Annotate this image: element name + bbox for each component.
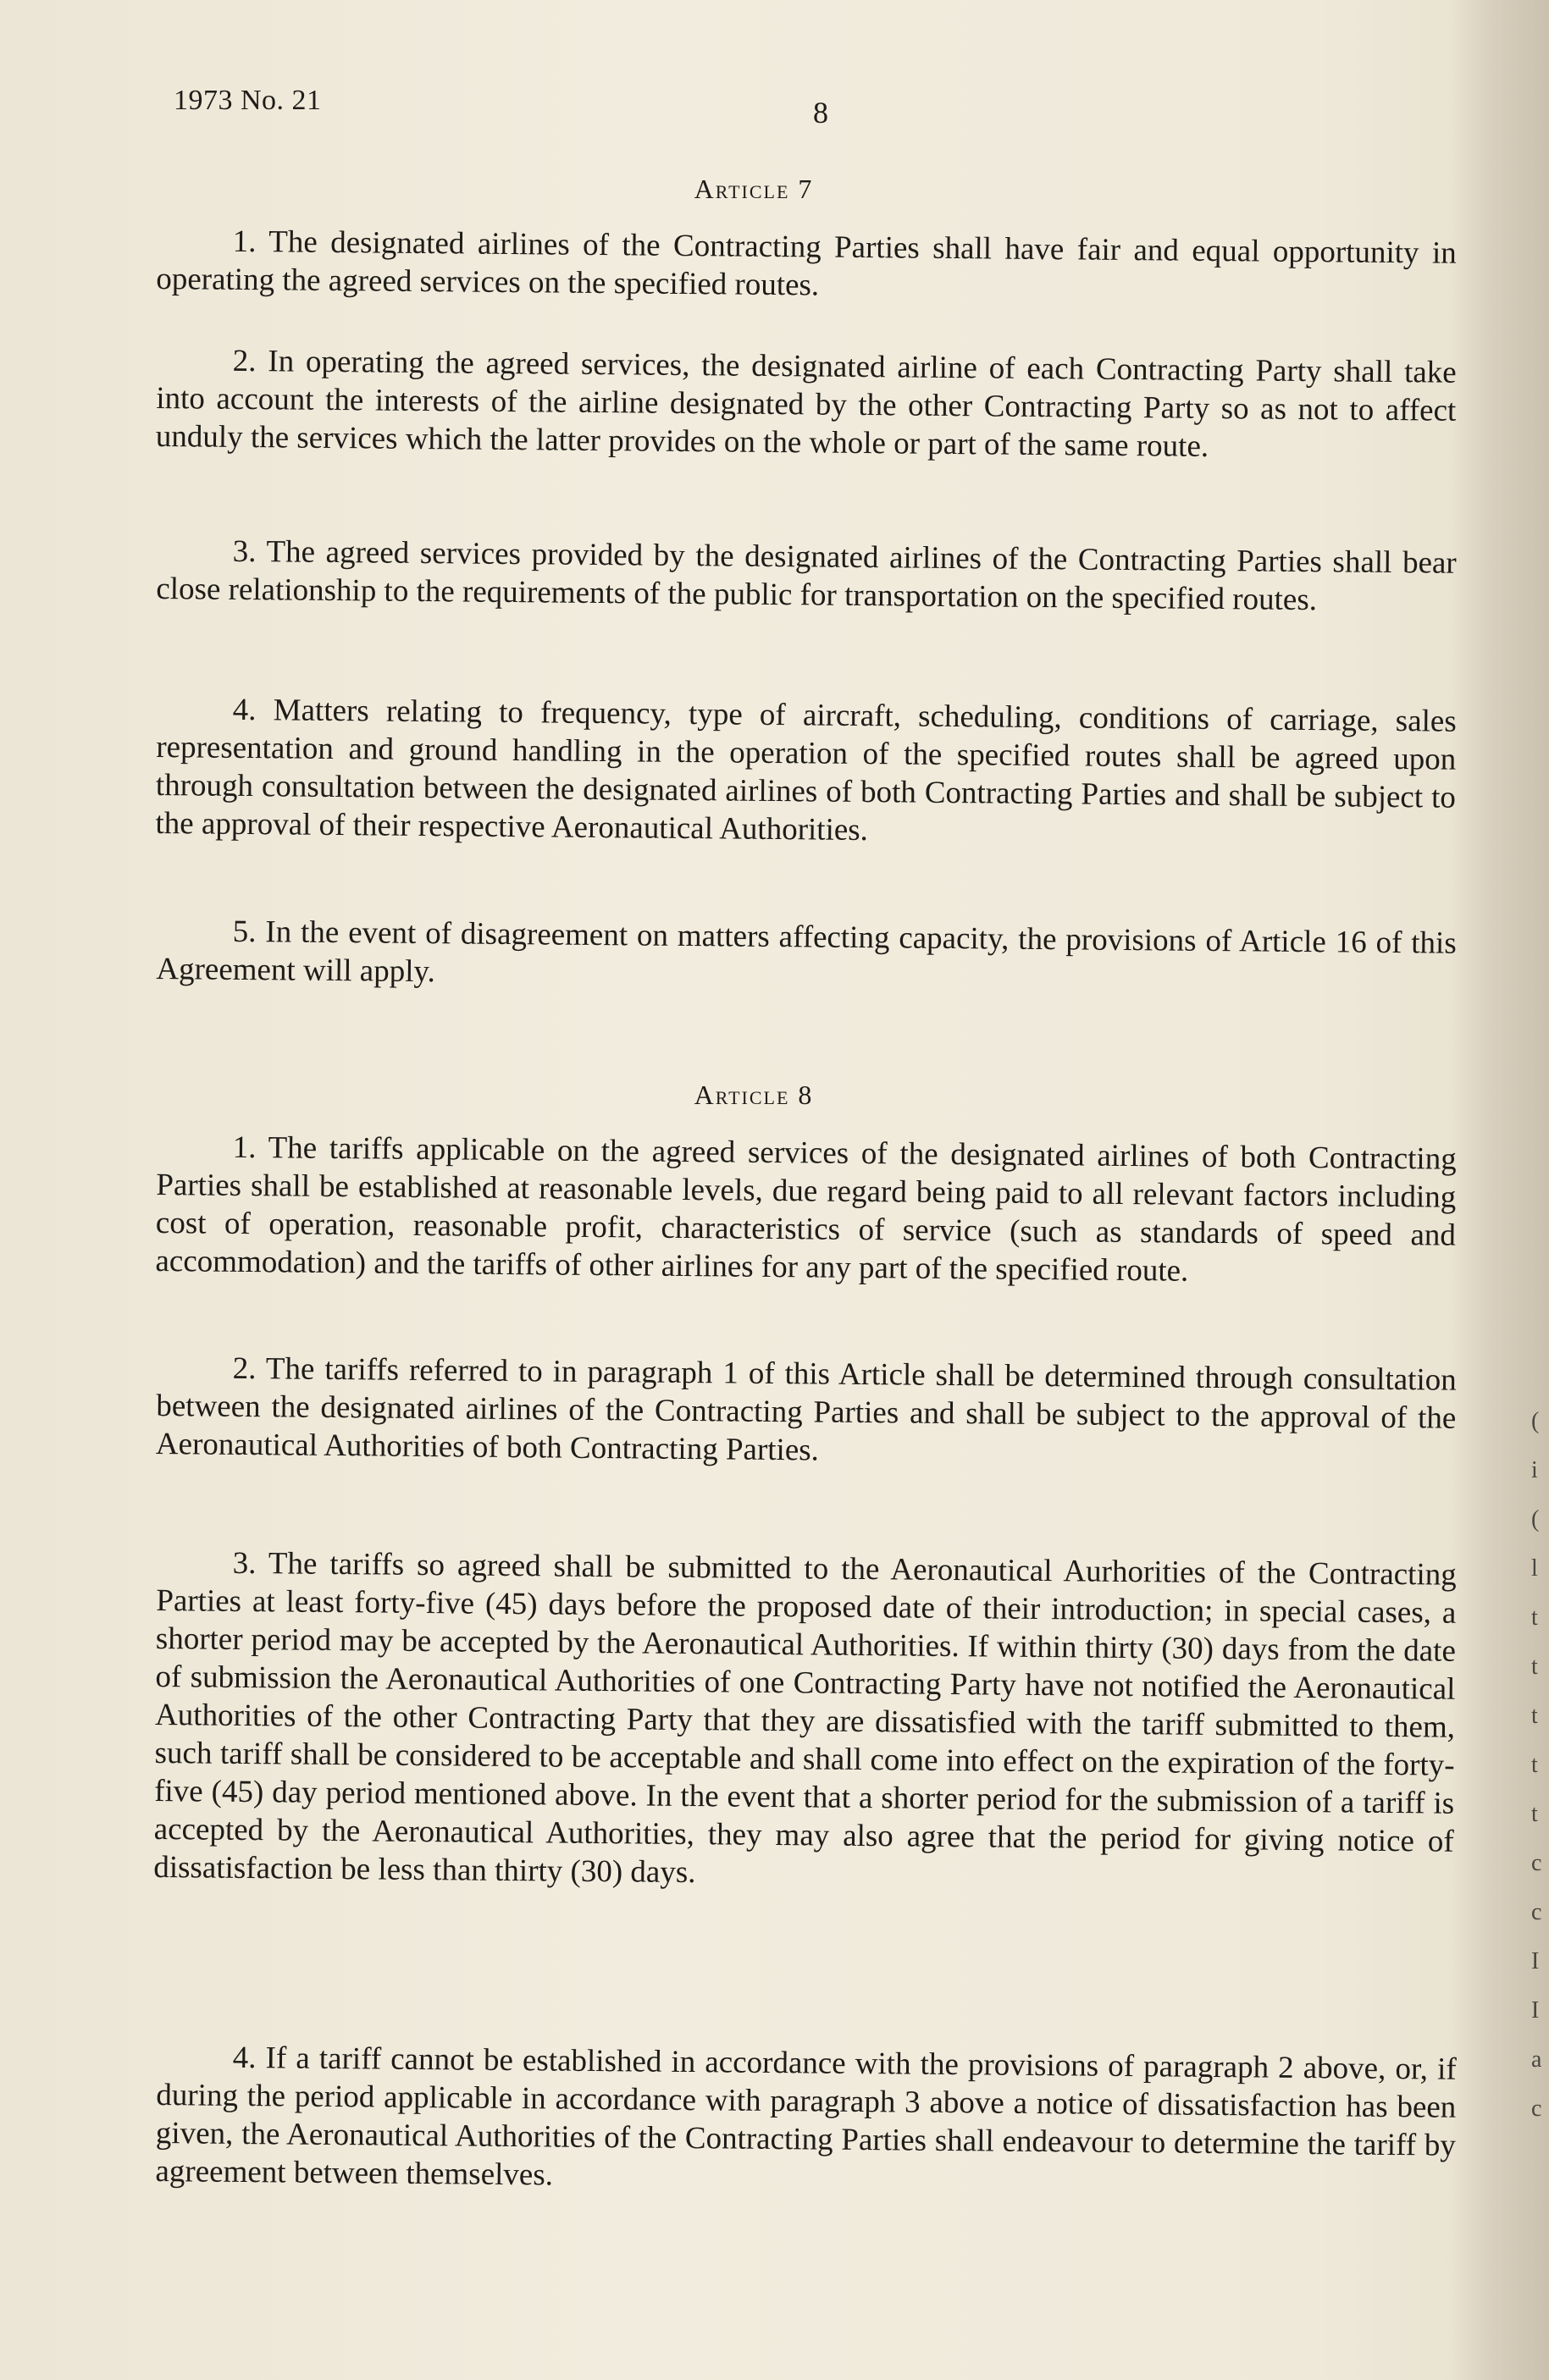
article-paragraph: 2. The tariffs referred to in paragraph 1 of this Article shall be determined through consultation between the designated airlines of the Contracting Parties and shall be subject to the approval of the Aeronautical Authorities of both Contracting Parties.	[155, 1350, 1457, 1468]
page-header	[174, 85, 1342, 135]
gutter-glyph: c	[1531, 1899, 1542, 1925]
gutter-glyph: l	[1531, 1555, 1538, 1582]
gutter-glyph: c	[1531, 2096, 1542, 2122]
series-number: 1973 No. 21	[174, 85, 322, 116]
article-paragraph: 4. If a tariff cannot be established in accordance with the provisions of paragraph 2 above, or, if during the period applicable in accordance with paragraph 3 above a notice of dissatisfaction has been given, the Aeronautical Authorities of the Contracting Parties shall endeavour to determine the tariff by agreement between themselves.	[155, 2040, 1457, 2193]
gutter-glyph: t	[1531, 1703, 1538, 1729]
article-heading: Article 7	[694, 174, 814, 204]
article-paragraph: 3. The agreed services provided by the designated airlines of the Contracting Parties shall bear close relationship to the requirements of the public for transportation on the specified routes.	[156, 533, 1457, 618]
gutter-glyph: (	[1531, 1408, 1540, 1434]
article-heading: Article 8	[694, 1080, 814, 1110]
article-paragraph: 1. The tariffs applicable on the agreed services of the designated airlines of both Contracting Parties shall be established at reasonable levels, due regard being paid to all relevant factors including cost of operation, reasonable profit, characteristics of service (such as standards of speed and accommodation) and the tariffs of other airlines for any part of the specified route.	[155, 1129, 1457, 1289]
page-number: 8	[813, 96, 828, 130]
gutter-glyph: t	[1531, 1752, 1538, 1778]
gutter-glyph: t	[1531, 1654, 1538, 1680]
gutter-glyph: a	[1531, 2046, 1542, 2073]
article-paragraph: 2. In operating the agreed services, the designated airline of each Contracting Party shall take into account the interests of the airline designated by the other Contracting Party so as not to affect unduly the services which the latter provides on the whole or part of the same route.	[155, 343, 1457, 464]
gutter-glyph: t	[1531, 1801, 1538, 1827]
gutter-glyph: I	[1531, 1948, 1540, 1974]
facing-page-text-fragments	[1531, 1397, 1548, 2134]
gutter-glyph: t	[1531, 1604, 1538, 1631]
article-paragraph: 3. The tariffs so agreed shall be submitted to the Aeronautical Aurhorities of the Contracting Parties at least forty-five (45) days before the proposed date of their introduction; in special cases, a shorter period may be accepted by the Aeronautical Authorities. If within thirty (30) days from the date of submission the Aeronautical Authorities of one Contracting Party have not notified the Aeronautical Authorities of the other Contracting Party that they are dissatisfied with the tariff submitted to them, such tariff shall be considered to be acceptable and shall come into effect on the expiration of the forty-five (45) day period mentioned above. In the event that a shorter period for the submission of a tariff is accepted by the Aeronautical Authorities, they may also agree that the period for giving notice of dissatisfaction be less than thirty (30) days.	[153, 1545, 1457, 1891]
article-paragraph: 4. Matters relating to frequency, type of aircraft, scheduling, conditions of carriage, sales representation and ground handling in the operation of the specified routes shall be agreed upon through consultation between the designated airlines of both Contracting Parties and shall be subject to the approval of their respective Aeronautical Authorities.	[155, 692, 1457, 848]
article-paragraph: 5. In the event of disagreement on matters affecting capacity, the provisions of Article 16 of this Agreement will apply.	[156, 914, 1457, 990]
article-paragraph: 1. The designated airlines of the Contracting Parties shall have fair and equal opportunity in operating the agreed services on the specified routes.	[156, 224, 1457, 303]
gutter-glyph: i	[1531, 1457, 1538, 1483]
gutter-glyph: c	[1531, 1850, 1542, 1876]
gutter-glyph: I	[1531, 1997, 1540, 2024]
gutter-glyph: (	[1531, 1506, 1540, 1532]
